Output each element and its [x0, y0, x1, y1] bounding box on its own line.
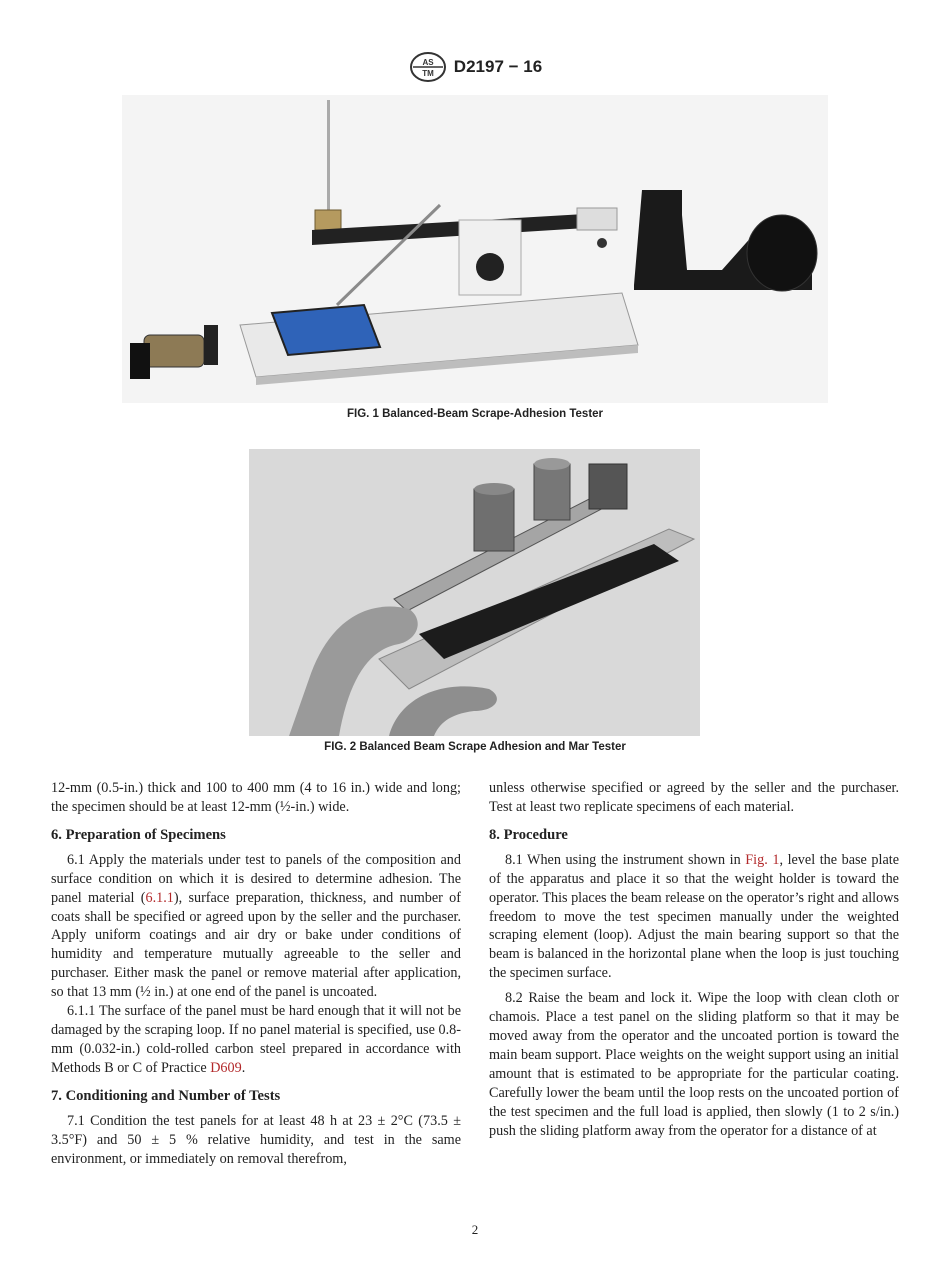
paragraph-8-2: 8.2 Raise the beam and lock it. Wipe the loop with clean cloth or chamois. Place a test panel on the sliding platform so that it may be moved away from the operator and the uncoated portion is toward the main beam support. Place weights on the weight support using an initial amount that is estimated to be appropriate for the particular coating. Carefully lower the beam until the loop rests on the uncoated portion of the test specimen and the full load is applied, then slowly (1 to 2 s/in.) push the sliding platform away from the operator for a distance of at	[489, 990, 899, 1139]
left-column	[51, 779, 461, 1168]
paragraph-6-1: 6.1 Apply the materials under test to panels of the composition and surface condition on which it is desired to determine adhesion. The panel material (6.1.1), surface preparation, thickness, and number of coats shall be specified or agreed upon by the seller and the purchaser. Apply uniform coatings and air dry or bake under conditions of humidity and temperature mutually agreeable to the seller and purchaser. Either mask the panel or remove material after application, so that 13 mm (½ in.) at one end of the panel is uncoated.	[51, 851, 461, 1001]
paragraph-continued-right: unless otherwise specified or agreed by the seller and the purchaser. Test at least two replicate specimens of each material.	[489, 780, 899, 815]
figure-1-photo	[122, 95, 828, 403]
link-fig-1[interactable]: Fig. 1	[745, 851, 780, 868]
section-6-heading: 6. Preparation of Specimens	[51, 826, 226, 843]
svg-text:AS: AS	[422, 58, 434, 67]
paragraph-8-1: 8.1 When using the instrument shown in Fig. 1, level the base plate of the apparatus and place it so that the weight holder is toward the operator. This places the beam release on the operator’s right and allows freedom to move the test specimen manually under the weighted scraping element (loop). Adjust the main bearing support so that the beam is balanced in the horizontal plane when the loop is just touching the specimen surface.	[489, 851, 899, 982]
figure-2-caption: FIG. 2 Balanced Beam Scrape Adhesion and Mar Tester	[324, 741, 626, 753]
paragraph-7-1: 7.1 Condition the test panels for at least 48 h at 23 ± 2°C (73.5 ± 3.5°F) and 50 ± 5 % relative humidity, and test in the same environment, or immediately on removal therefrom,	[51, 1112, 461, 1167]
svg-text:TM: TM	[422, 69, 434, 78]
page-number: 2	[471, 1222, 479, 1237]
link-6-1-1[interactable]: 6.1.1	[145, 889, 174, 906]
section-7-heading: 7. Conditioning and Number of Tests	[51, 1087, 281, 1104]
page-header	[0, 50, 950, 84]
astm-logo	[408, 51, 448, 83]
paragraph-continued: 12-mm (0.5-in.) thick and 100 to 400 mm (4 to 16 in.) wide and long; the specimen should be at least 12-mm (½-in.) wide.	[51, 780, 461, 815]
link-d609[interactable]: D609	[210, 1059, 242, 1076]
right-column	[489, 779, 899, 1140]
section-8-heading: 8. Procedure	[489, 826, 568, 843]
document-designation: D2197 − 16	[453, 57, 543, 76]
paragraph-6-1-1: 6.1.1 The surface of the panel must be hard enough that it will not be damaged by the scraping loop. If no panel material is specified, use 0.8-mm (0.032-in.) cold-rolled carbon steel prepared in accordance with Methods B or C of Practice D609.	[51, 1003, 461, 1076]
figure-1-caption: FIG. 1 Balanced-Beam Scrape-Adhesion Tester	[346, 408, 604, 420]
figure-2-photo	[249, 449, 700, 736]
